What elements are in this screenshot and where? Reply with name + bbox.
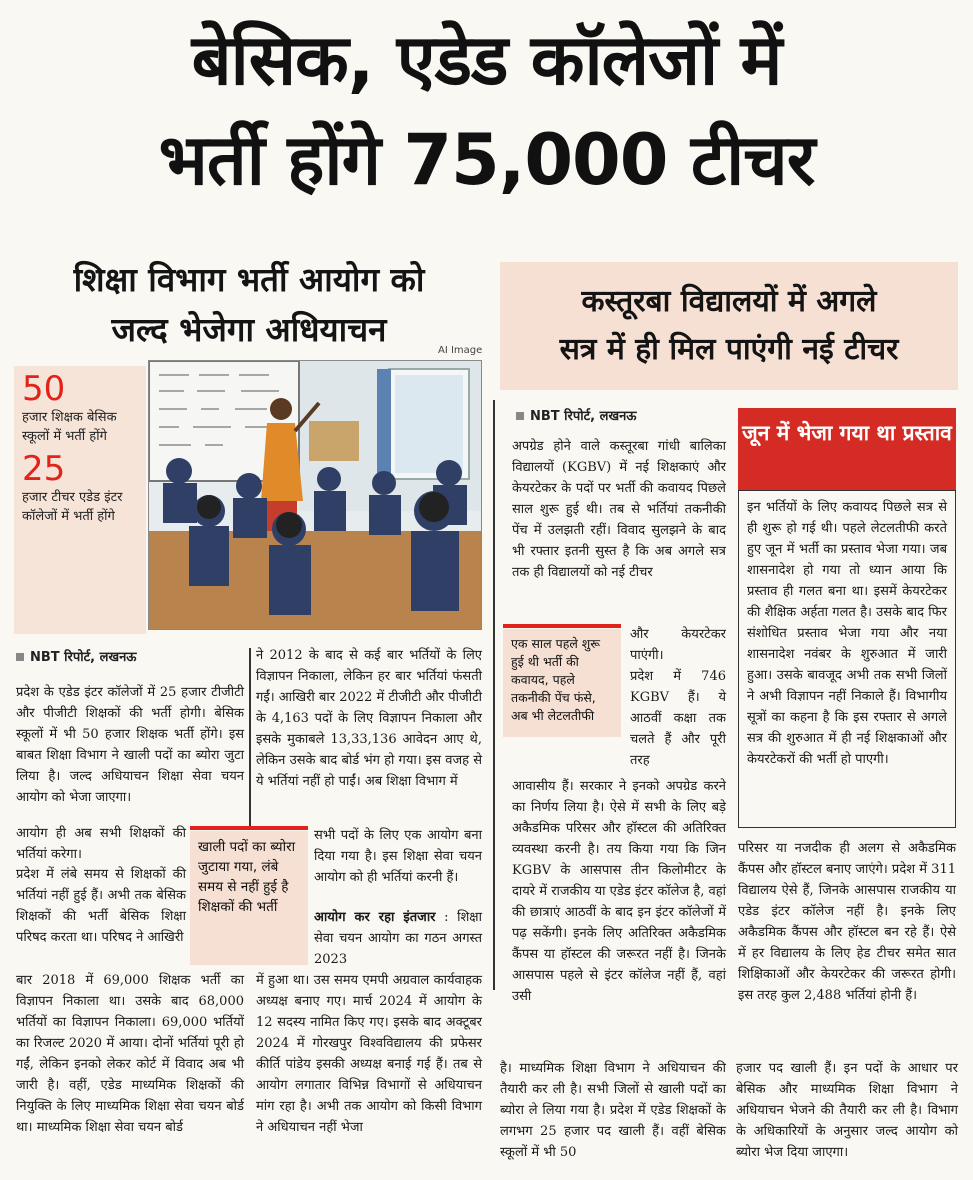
subheadline-right-line-1: कस्तूरबा विद्यालयों में अगले (581, 284, 877, 319)
article-left-column-1c (16, 864, 186, 976)
subheadline-left (10, 255, 488, 355)
june-banner: जून में भेजा गया था प्रस्ताव (738, 408, 956, 490)
paragraph: ने 2012 के बाद से कई बार भर्तियों के लिए विज्ञापन निकाला, लेकिन हर बार भर्तियां फंसती गईं। आखिरी बार 2022 में टीजीटी और पीजीटी के 4,163 पदों के लिए विज्ञापन निकाला और इसके मुकाबले 13,33,136 आवेदन आए थे, लेकिन उसके बाद बोर्ड भंग हो गया। इस वजह से ये भर्तियां नहीं हो पाईं। अब शिक्षा विभाग में (256, 648, 482, 789)
paragraph: प्रदेश के एडेड इंटर कॉलेजों में 25 हजार टीजीटी और पीजीटी शिक्षकों की भर्ती होगी। बेसिक स्कूलों में भी 50 हजार शिक्षक भर्ती होंगे। इस बाबत शिक्षा विभाग ने खाली पदों का ब्योरा जुटा लिया है। जल्द अधियाचन शिक्षा सेवा चयन आयोग को भेजा जाएगा। (16, 685, 244, 805)
stat-number: 25 (22, 449, 66, 489)
article-right-column-3b (630, 624, 726, 668)
pull-quote-bar (503, 624, 621, 628)
paragraph: और केयरटेकर पाएंगी। (630, 627, 726, 663)
paragraph: बार 2018 में 69,000 शिक्षक भर्ती का विज्ञापन निकाला था। उसके बाद 68,000 भर्तियों का विज्ञापन निकाला। 69,000 भर्तियों का रिजल्ट 2020 में आया। दोनों भर्तियां पूरी हो गईं, लेकिन इनको लेकर कोर्ट में विवाद अब भी जारी है। वहीं, एडेड माध्यमिक शिक्षकों की नियुक्ति के लिए माध्यमिक शिक्षा सेवा चयन बोर्ड था। माध्यमिक शिक्षा सेवा चयन बोर्ड (16, 973, 244, 1135)
bullet-square-icon (16, 653, 24, 661)
paragraph: : शिक्षा सेवा चयन आयोग का गठन अगस्त 2023 (314, 910, 482, 967)
paragraph: हजार पद खाली हैं। इन पदों के आधार पर बेसिक और माध्यमिक शिक्षा विभाग ने अधियाचन भेजने की तैयारी कर ली है। विभाग के अधिकारियों के अनुसार जल्द आयोग को ब्योरा भेज दिया जाएगा। (736, 1061, 958, 1160)
subheadline-left-line-1: शिक्षा विभाग भर्ती आयोग को (73, 260, 425, 299)
paragraph: सभी पदों के लिए एक आयोग बना दिया गया है। इस शिक्षा सेवा चयन आयोग को ही भर्तियां करनी हैं। (314, 828, 482, 885)
article-right-column-3a (512, 436, 726, 626)
pull-quote-bar (190, 826, 308, 830)
article-left-column-2a (256, 645, 482, 823)
stat-number: 50 (22, 369, 66, 409)
classroom-drawing (149, 361, 482, 630)
byline-text: NBT रिपोर्ट, लखनऊ (30, 650, 137, 665)
paragraph: इन भर्तियों के लिए कवायद पिछले सत्र से ही शुरू हो गई थी। पहले लेटलतीफी करते हुए जून में भर्ती का प्रस्ताव भेजा गया। जब शासनादेश हो गया तो ध्यान आया कि प्रस्ताव ही गलत बना था। इसमें केयरटेकर की शैक्षिक अर्हता गलत है। उसके बाद फिर संशोधित प्रस्ताव भेजा गया और नया शासनादेश नवंबर के शुरुआत में जारी हुआ। उसके बावजूद अभी तक सभी जिलों ने अभी विज्ञापन नहीं निकाले हैं। विभागीय सूत्रों का कहना है कि इस रफ्तार से अगले सत्र की शुरुआत में ही नई शिक्षकाओं और केयरटेकरों की भर्ती हो पाएगी। (747, 500, 947, 767)
byline-text: NBT रिपोर्ट, लखनऊ (530, 409, 637, 424)
paragraph: परिसर या नजदीक ही अलग से अकैडमिक कैंपस और हॉस्टल बनाए जाएंगे। प्रदेश में 311 विद्यालय ऐसे हैं, जिनके आसपास राजकीय या एडेड इंटर कॉलेज नहीं है। इनके लिए अकैडमिक कैंपस और हॉस्टल बन रहे हैं। ऐसे में हर विद्यालय के लिए हेड टीचर समेत सात शिक्षिकाओं और केयरटेकर की जरूरत होगी। इस तरह कुल 2,488 भर्तियां होनी हैं। (738, 841, 956, 1003)
article-right-column-3d (512, 776, 726, 1004)
subheadline-right-line-2: सत्र में ही मिल पाएंगी नई टीचर (559, 332, 899, 367)
stats-box (14, 366, 146, 634)
byline-right (516, 406, 637, 424)
byline-left (16, 647, 137, 665)
column-divider (249, 648, 251, 828)
headline (0, 10, 973, 210)
article-bottom-column-4 (736, 1058, 958, 1170)
paragraph: अपग्रेड होने वाले कस्तूरबा गांधी बालिका विद्यालयों (KGBV) में नई शिक्षकाएं और केयरटेकर के पदों पर भर्ती की कवायद पिछले साल शुरू हुई थी। तब से भर्तियां तकनीकी पेंच में उलझती रहीं। विवाद सुलझने के बाद भी रफ्तार इतनी सुस्त है कि अब अगले सत्र तक ही विद्यालयों को नई टीचर (512, 439, 726, 580)
subheadline-right (500, 262, 958, 390)
june-box (738, 490, 956, 828)
pull-quote-left: खाली पदों का ब्योरा जुटाया गया, लंबे समय से नहीं हुई है शिक्षकों की भर्ती (190, 831, 308, 965)
article-bottom-column-3 (500, 1058, 726, 1170)
article-right-column-4 (738, 838, 956, 1003)
paragraph: प्रदेश में लंबे समय से शिक्षकों की भर्तियां नहीं हुई हैं। अभी तक बेसिक शिक्षकों की भर्ती बेसिक शिक्षा परिषद करता था। परिषद ने आखिरी (16, 867, 186, 945)
bullet-square-icon (516, 412, 524, 420)
paragraph: आयोग ही अब सभी शिक्षकों की भर्तियां करेगा। (16, 826, 186, 862)
image-label: AI Image (438, 345, 483, 356)
paragraph: है। माध्यमिक शिक्षा विभाग ने अधियाचन की तैयारी कर ली है। सभी जिलों से खाली पदों का ब्योरा ले लिया गया है। प्रदेश में एडेड शिक्षकों के लगभग 25 हजार पद खाली हैं। वहीं बेसिक स्कूलों में भी 50 (500, 1061, 726, 1160)
headline-line-1: बेसिक, एडेड कॉलेजों में (191, 19, 782, 101)
article-left-column-2c (314, 907, 482, 973)
subhead: आयोग कर रहा इंतजार (314, 910, 436, 925)
section-divider (493, 400, 495, 990)
article-right-column-3c (630, 666, 726, 776)
paragraph: प्रदेश में 746 KGBV हैं। ये आठवीं कक्षा तक चलते हैं और पूरी तरह (630, 669, 726, 768)
article-left-column-1b (16, 823, 186, 869)
stat-text: हजार टीचर एडेड इंटर कॉलेजों में भर्ती होंगे (22, 490, 123, 524)
pull-quote-right: एक साल पहले शुरू हुई थी भर्ती की कवायद, पहले तकनीकी पेंच फंसे, अब भी लेटलतीफी (503, 629, 621, 737)
paragraph: में हुआ था। उस समय एमपी अग्रवाल कार्यवाहक अध्यक्ष बनाए गए। मार्च 2024 में आयोग के 12 सदस्य नामित किए गए। इसके बाद अक्टूबर 2024 में गोरखपुर विश्वविद्यालय की प्रफेसर कीर्ति पांडेय इसकी अध्यक्ष बनाई गई हैं। तब से आयोग लगातार विभिन्न विभागों से अधियाचन मांग रहा है। अभी तक आयोग को किसी विभाग ने अधियाचन नहीं भेजा (256, 973, 482, 1135)
article-left-column-1d (16, 970, 244, 1170)
article-left-column-2b (314, 825, 482, 905)
article-left-column-2d (256, 970, 482, 1170)
headline-line-2: भर्ती होंगे 75,000 टीचर (158, 119, 815, 201)
classroom-illustration (148, 360, 482, 630)
article-left-column-1a (16, 682, 244, 827)
stat-text: हजार शिक्षक बेसिक स्कूलों में भर्ती होंगे (22, 410, 117, 444)
subheadline-left-line-2: जल्द भेजेगा अधियाचन (111, 310, 387, 349)
paragraph: आवासीय हैं। सरकार ने इनको अपग्रेड करने का निर्णय लिया है। ऐसे में सभी के लिए बड़े अकैडमिक परिसर और हॉस्टल की अतिरिक्त व्यवस्था करनी है। तय किया गया कि जिन KGBV के आसपास तीन किलोमीटर के दायरे में राजकीय या एडेड इंटर कॉलेज है, वहां की छात्राएं आठवीं के बाद इन इंटर कॉलेजों में पढ़ सकेंगी। इनके लिए अतिरिक्त अकैडमिक कैंपस या हॉस्टल की जरूरत नहीं है। जिनके आसपास पहले से इंटर कॉलेज नहीं हैं, वहां उसी (512, 779, 726, 1004)
